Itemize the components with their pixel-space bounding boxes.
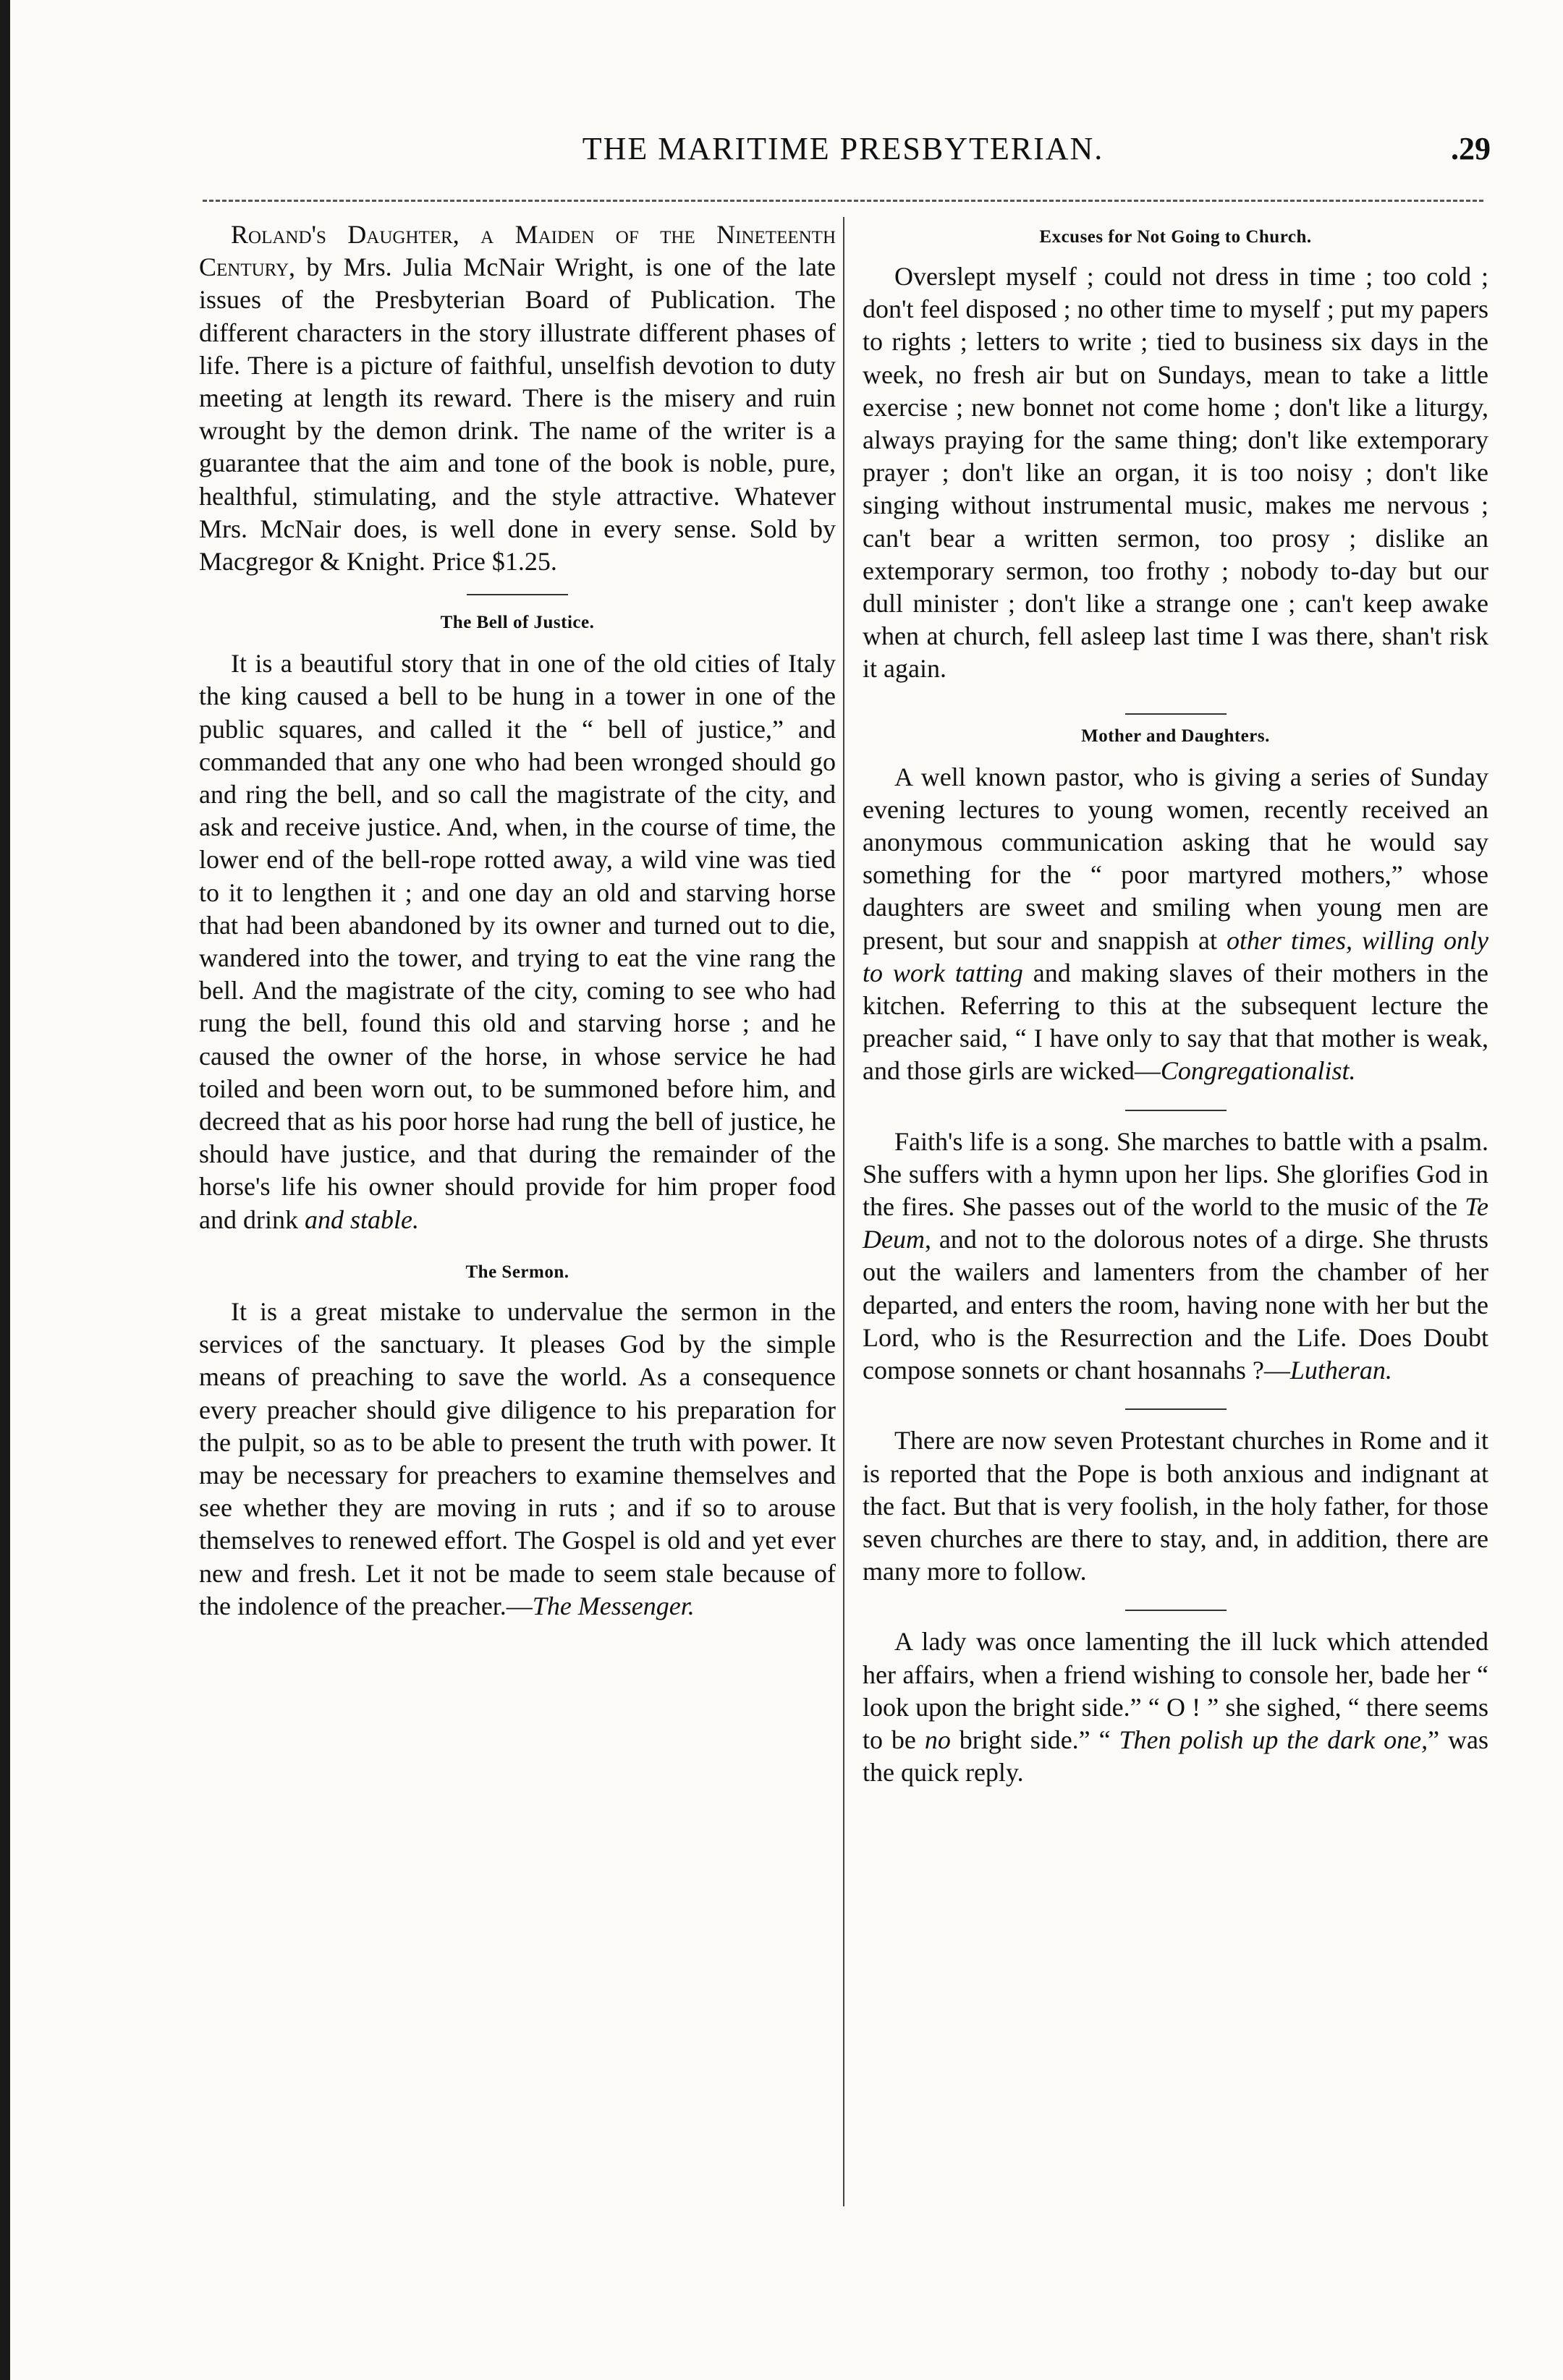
section-rule (1125, 713, 1227, 715)
faith-body-1: Faith's life is a song. She marches to battle with a psalm. She suffers with a hymn upon her lips. She glorifies God in the fires. She passes out of the world to the music of the (863, 1126, 1488, 1222)
bell-of-justice-text (199, 647, 836, 1236)
book-title: Roland's Daughter, a Maiden of the Nineteenth Century, (199, 220, 836, 282)
page-binding-edge (0, 0, 10, 2380)
excuses-text: Overslept myself ; could not dress in time ; too cold ; don't feel disposed ; no other time to myself ; put my papers to rights ; letters to write ; tied to business six days in the week, no fresh air but on Sundays, mean to take a little exercise ; new bonnet not come home ; don't like a liturgy, always praying for the same thing; don't like extemporary prayer ; don't like an organ, it is too noisy ; don't like singing without instrumental music, makes me nervous ; can't bear a written sermon, too prosy ; dislike an extemporary sermon, too frothy ; nobody to-day but our dull minister ; don't like a strange one ; can't keep awake when at church, fell asleep last time I was there, shan't risk it again. (863, 262, 1488, 684)
bell-of-justice-end: and stable. (304, 1204, 419, 1234)
section-heading-mother-daughters: Mother and Daughters. (1081, 726, 1270, 746)
section-heading-sermon: The Sermon. (465, 1262, 569, 1282)
sermon-text (199, 1296, 836, 1623)
section-heading-excuses: Excuses for Not Going to Church. (1039, 227, 1312, 247)
running-head (195, 130, 1491, 188)
left-column (199, 217, 836, 1623)
right-column (863, 217, 1488, 1789)
page-number: .29 (1451, 131, 1491, 166)
bright-side-body-3: ” was the quick reply. (863, 1725, 1489, 1788)
bell-of-justice-body: It is a beautiful story that in one of the old cities of Italy the king caused a bell to be hung in a tower in one of the public squares, and called it the “ bell of justice,” and commanded that any one who had been wronged should go and ring the bell, and so call the magistrate of the city, and ask and receive justice. And, when, in the course of time, the lower end of the bell-rope rotted away, a wild vine was tied to it to lengthen it ; and one day an old and starving horse that had been abandoned by its owner and turned out to die, wandered into the tower, and trying to eat the vine rang the bell. And the magistrate of the city, coming to see who had rung the bell, found this old and starving horse ; and he caused the owner of the horse, in whose service he had toiled and been worn out, to be summoned before him, and decreed that as his poor horse had rung the bell of justice, he should have justice, and that during the remainder of the horse's life his owner should provide for him proper food and drink (199, 649, 836, 1234)
section-rule (467, 594, 568, 595)
mother-daughters-italic: other times, willing only to work tatting (863, 925, 1488, 987)
sermon-body: It is a great mistake to undervalue the sermon in the services of the sanctuary. It pleases God by the simple means of preaching to save the world. As a consequence every preacher should give diligence to his preparation for the pulpit, so as to be able to present the truth with power. It may be necessary for preachers to examine themselves and see whether they are moving in ruts ; and if so to arouse themselves to renewed effort. The Gospel is old and yet ever new and fresh. Let it not be made to seem stale because of the indolence of the preacher.— (199, 1296, 836, 1620)
section-rule (1125, 1110, 1227, 1111)
sermon-source: The Messenger. (532, 1591, 695, 1620)
mother-daughters-text (863, 761, 1488, 1088)
rome-churches-text: There are now seven Protestant churches in Rome and it is reported that the Pope is both anxious and indignant at the fact. But that is very foolish, in the holy father, for those seven churches are there to stay, and, in addition, there are many more to follow. (863, 1426, 1488, 1586)
mother-daughters-body-1: A well known pastor, who is giving a series of Sunday evening lectures to young women, recently received an anonymous communication asking that he would say something for the “ poor martyred mothers,” whose daughters are sweet and smiling when young men are present, but sour and snappish at (863, 762, 1488, 955)
bright-side-italic: Then polish up the dark one, (1119, 1725, 1428, 1754)
bright-side-no: no (924, 1725, 951, 1754)
faith-body-2: , and not to the dolorous notes of a dirge. She thrusts out the wailers and lamenters from the chamber of her departed, and enters the room, having none with her but the Lord, who is the Resurrection and the Life. Does Doubt compose sonnets or chant hosannahs ?— (863, 1225, 1488, 1385)
running-title: THE MARITIME PRESBYTERIAN. (582, 131, 1104, 166)
book-review (199, 218, 836, 578)
bright-side-text (863, 1625, 1488, 1789)
mother-daughters-source: Congregationalist. (1160, 1056, 1356, 1086)
section-rule (1125, 1408, 1227, 1410)
header-rule (203, 200, 1483, 202)
column-divider (843, 217, 844, 2206)
bright-side-body-1: A lady was once lamenting the ill luck which attended her affairs, when a friend wishing to console her, bade her “ look upon the bright side.” “ O ! ” she sighed, “ there seems to be (863, 1627, 1488, 1754)
book-review-text: by Mrs. Julia McNair Wright, is one of the late issues of the Presbyterian Board of Publication. The different characters in the story illustrate different phases of life. There is a picture of faithful, unselfish devotion to duty meeting at length its reward. There is the misery and ruin wrought by the demon drink. The name of the writer is a guarantee that the aim and tone of the book is noble, pure, healthful, stimulating, and the style attractive. Whatever Mrs. McNair does, is well done in every sense. Sold by Macgregor & Knight. Price $1.25. (199, 252, 836, 577)
faith-text (863, 1126, 1488, 1387)
section-heading-bell-of-justice: The Bell of Justice. (440, 613, 595, 633)
faith-source: Lutheran. (1289, 1356, 1392, 1385)
bright-side-body-2: bright side.” “ (950, 1725, 1119, 1754)
section-rule (1125, 1610, 1227, 1611)
mother-daughters-body-2: and making slaves of their mothers in the kitchen. Referring to this at the subsequent lecture the preacher said, “ I have only to say that that mother is weak, and those girls are wicked— (863, 958, 1488, 1086)
faith-te-deum: Te Deum (863, 1192, 1488, 1254)
